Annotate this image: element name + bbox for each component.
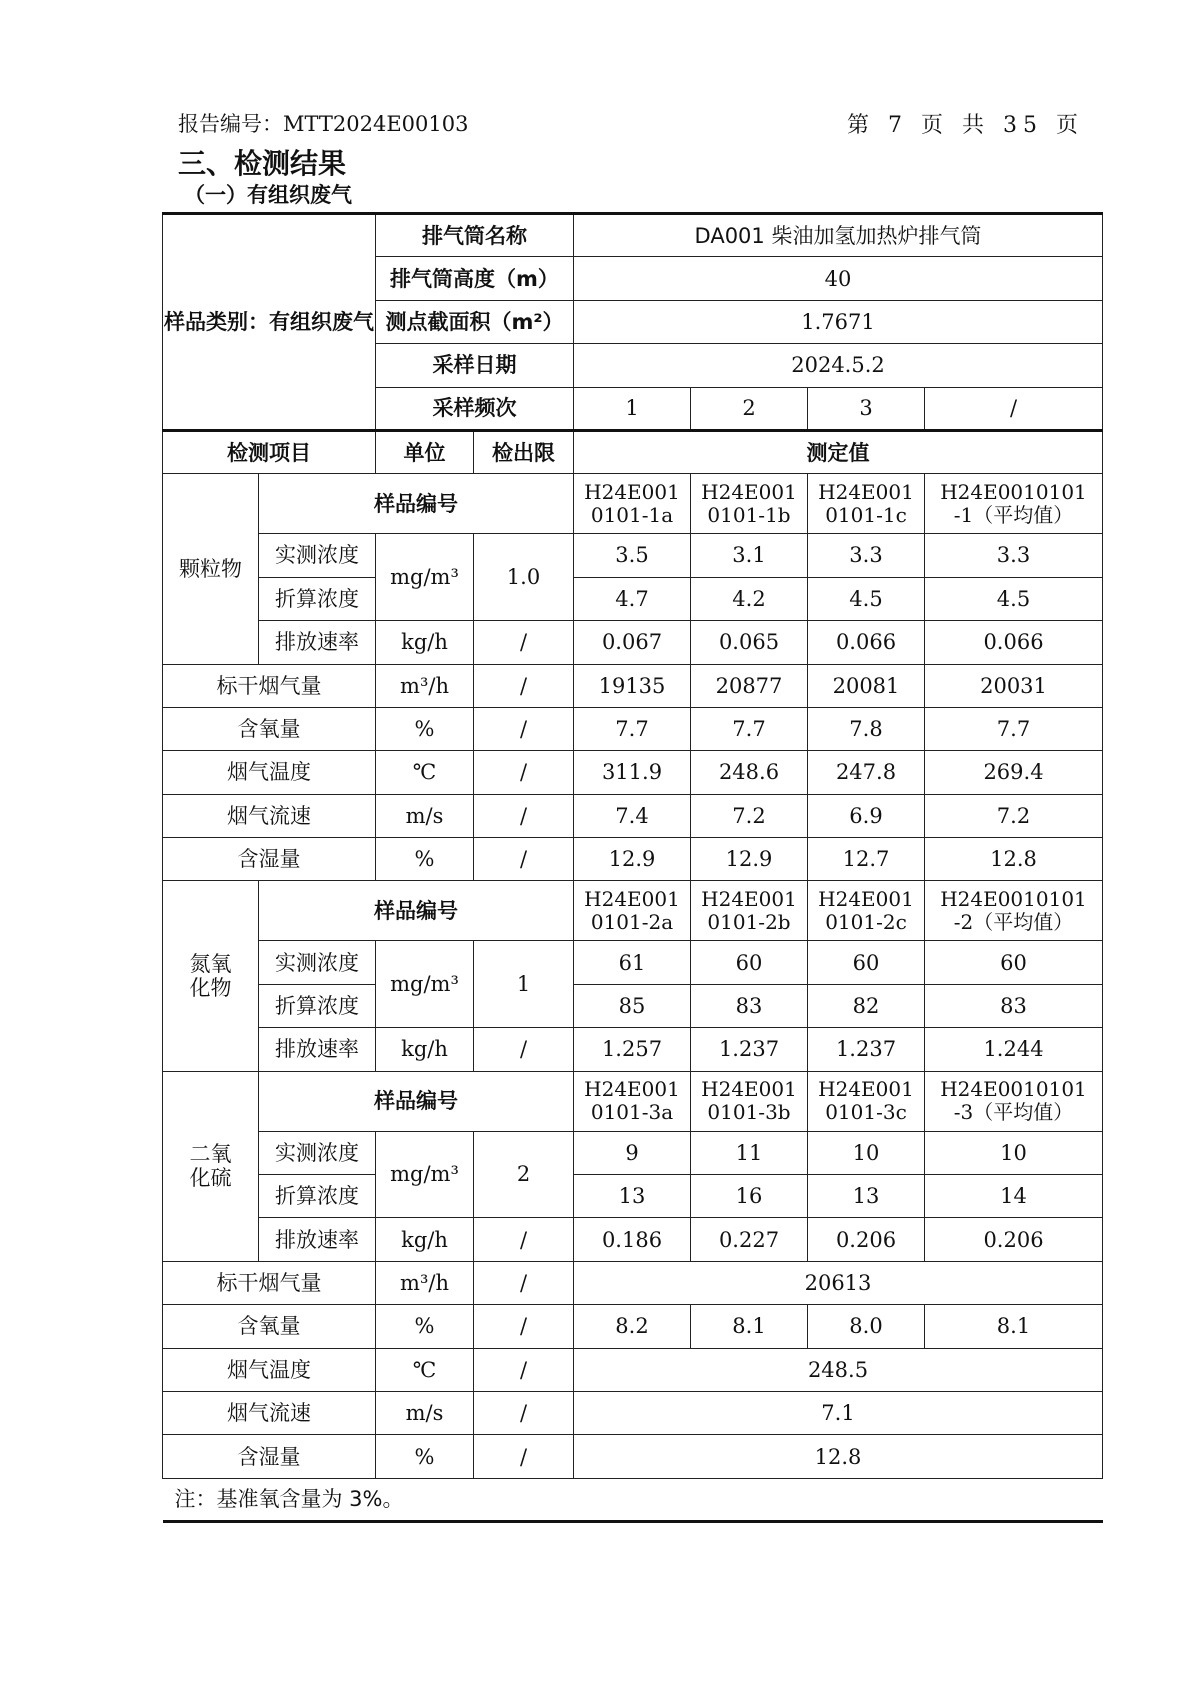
table-row <box>163 1391 1103 1434</box>
param-value: 12.8 <box>925 838 1103 881</box>
converted-value: 4.7 <box>574 577 691 620</box>
col-limit: 检出限 <box>474 430 574 473</box>
table-row <box>163 1175 1103 1218</box>
table-row <box>163 707 1103 750</box>
param-value: 20613 <box>574 1261 1103 1304</box>
section-title: 三、检测结果 <box>178 147 347 180</box>
converted-value: 82 <box>808 984 925 1027</box>
sample-id: H24E0010101 -3（平均值） <box>925 1071 1103 1131</box>
param-name: 含氧量 <box>163 707 376 750</box>
sampling-date: 2024.5.2 <box>574 344 1103 387</box>
stack-height: 40 <box>574 257 1103 300</box>
rate-label: 排放速率 <box>259 621 376 664</box>
conc-unit: mg/m³ <box>376 941 474 1028</box>
sample-id: H24E001 0101-3b <box>691 1071 808 1131</box>
param-value: 12.9 <box>574 838 691 881</box>
rate-value: 0.065 <box>691 621 808 664</box>
rate-value: 0.227 <box>691 1218 808 1261</box>
param-value: 19135 <box>574 664 691 707</box>
table-row <box>163 984 1103 1027</box>
rate-limit: / <box>474 1028 574 1071</box>
pollutant-name: 颗粒物 <box>163 474 259 664</box>
table-row <box>163 1478 1103 1521</box>
measured-value: 3.3 <box>925 534 1103 577</box>
rate-label: 排放速率 <box>259 1028 376 1071</box>
table-row <box>163 1028 1103 1071</box>
param-value: 6.9 <box>808 794 925 837</box>
measured-value: 3.5 <box>574 534 691 577</box>
param-value: 7.7 <box>925 707 1103 750</box>
measured-value: 60 <box>808 941 925 984</box>
date-label: 采样日期 <box>376 344 574 387</box>
rate-limit: / <box>474 621 574 664</box>
table-row <box>163 577 1103 620</box>
sample-id-label: 样品编号 <box>259 474 574 534</box>
param-name: 标干烟气量 <box>163 1261 376 1304</box>
param-unit: ℃ <box>376 751 474 794</box>
table-row <box>163 534 1103 577</box>
sample-id: H24E001 0101-2a <box>574 881 691 941</box>
converted-value: 4.2 <box>691 577 808 620</box>
stack-height-label: 排气筒高度（m） <box>376 257 574 300</box>
rate-value: 0.066 <box>925 621 1103 664</box>
param-value: 12.7 <box>808 838 925 881</box>
table-row <box>163 1218 1103 1261</box>
stack-name-label: 排气筒名称 <box>376 214 574 257</box>
param-value: 7.2 <box>925 794 1103 837</box>
table-row <box>163 664 1103 707</box>
table-row <box>163 881 1103 941</box>
conc-limit: 2 <box>474 1131 574 1218</box>
param-limit: / <box>474 838 574 881</box>
area: 1.7671 <box>574 300 1103 343</box>
converted-value: 83 <box>925 984 1103 1027</box>
param-name: 标干烟气量 <box>163 664 376 707</box>
rate-unit: kg/h <box>376 1028 474 1071</box>
param-limit: / <box>474 1305 574 1348</box>
param-limit: / <box>474 751 574 794</box>
table-row <box>163 474 1103 534</box>
param-name: 含湿量 <box>163 1435 376 1478</box>
param-limit: / <box>474 794 574 837</box>
param-value: 7.7 <box>691 707 808 750</box>
rate-value: 0.206 <box>808 1218 925 1261</box>
freq-value: 1 <box>574 387 691 430</box>
freq-value: 2 <box>691 387 808 430</box>
table-row <box>163 1305 1103 1348</box>
measured-label: 实测浓度 <box>259 534 376 577</box>
sample-id: H24E0010101 -1（平均值） <box>925 474 1103 534</box>
measured-label: 实测浓度 <box>259 1131 376 1174</box>
sample-id: H24E001 0101-3a <box>574 1071 691 1131</box>
col-value: 测定值 <box>574 430 1103 473</box>
sample-id-label: 样品编号 <box>259 1071 574 1131</box>
param-unit: % <box>376 838 474 881</box>
area-label: 测点截面积（m²） <box>376 300 574 343</box>
param-name: 烟气流速 <box>163 794 376 837</box>
param-name: 含氧量 <box>163 1305 376 1348</box>
freq-value: / <box>925 387 1103 430</box>
param-value: 247.8 <box>808 751 925 794</box>
param-value: 8.1 <box>691 1305 808 1348</box>
param-unit: m³/h <box>376 664 474 707</box>
param-limit: / <box>474 1391 574 1434</box>
measured-value: 11 <box>691 1131 808 1174</box>
rate-value: 1.244 <box>925 1028 1103 1071</box>
param-limit: / <box>474 1348 574 1391</box>
rate-value: 1.237 <box>808 1028 925 1071</box>
param-value: 20081 <box>808 664 925 707</box>
param-value: 7.8 <box>808 707 925 750</box>
rate-unit: kg/h <box>376 621 474 664</box>
sample-id: H24E001 0101-2b <box>691 881 808 941</box>
measured-value: 61 <box>574 941 691 984</box>
converted-value: 4.5 <box>925 577 1103 620</box>
converted-value: 16 <box>691 1175 808 1218</box>
param-unit: ℃ <box>376 1348 474 1391</box>
sample-id: H24E001 0101-1a <box>574 474 691 534</box>
converted-label: 折算浓度 <box>259 1175 376 1218</box>
param-value: 12.9 <box>691 838 808 881</box>
footnote: 注：基准氧含量为 3%。 <box>163 1478 1103 1521</box>
param-name: 烟气温度 <box>163 751 376 794</box>
param-value: 7.7 <box>574 707 691 750</box>
param-value: 8.0 <box>808 1305 925 1348</box>
param-limit: / <box>474 707 574 750</box>
param-value: 311.9 <box>574 751 691 794</box>
converted-value: 13 <box>574 1175 691 1218</box>
rate-label: 排放速率 <box>259 1218 376 1261</box>
page-indicator: 第 7 页 共 35 页 <box>847 113 1084 138</box>
table-row <box>163 1348 1103 1391</box>
sample-id: H24E001 0101-1b <box>691 474 808 534</box>
measured-value: 60 <box>691 941 808 984</box>
measured-value: 3.3 <box>808 534 925 577</box>
table-row <box>163 1435 1103 1478</box>
table-row <box>163 838 1103 881</box>
param-value: 8.2 <box>574 1305 691 1348</box>
sample-id: H24E0010101 -2（平均值） <box>925 881 1103 941</box>
converted-label: 折算浓度 <box>259 577 376 620</box>
param-value: 8.1 <box>925 1305 1103 1348</box>
rate-value: 0.206 <box>925 1218 1103 1261</box>
sample-category: 样品类别：有组织废气 <box>163 214 376 431</box>
converted-label: 折算浓度 <box>259 984 376 1027</box>
param-value: 248.5 <box>574 1348 1103 1391</box>
report-number: 报告编号：MTT2024E00103 <box>178 112 469 136</box>
converted-value: 85 <box>574 984 691 1027</box>
param-unit: % <box>376 1305 474 1348</box>
param-value: 7.4 <box>574 794 691 837</box>
measured-value: 10 <box>925 1131 1103 1174</box>
table-row <box>163 941 1103 984</box>
table-row <box>163 621 1103 664</box>
table-row <box>163 214 1103 257</box>
param-name: 烟气温度 <box>163 1348 376 1391</box>
conc-unit: mg/m³ <box>376 534 474 621</box>
param-value: 7.1 <box>574 1391 1103 1434</box>
table-row <box>163 794 1103 837</box>
measured-value: 3.1 <box>691 534 808 577</box>
param-value: 248.6 <box>691 751 808 794</box>
table-row <box>163 1131 1103 1174</box>
table-row <box>163 751 1103 794</box>
param-unit: % <box>376 1435 474 1478</box>
rate-value: 1.257 <box>574 1028 691 1071</box>
table-row <box>163 1261 1103 1304</box>
param-value: 20031 <box>925 664 1103 707</box>
param-unit: % <box>376 707 474 750</box>
sample-id-label: 样品编号 <box>259 881 574 941</box>
param-value: 269.4 <box>925 751 1103 794</box>
results-table <box>162 212 1103 1523</box>
conc-limit: 1.0 <box>474 534 574 621</box>
subsection-title: （一）有组织废气 <box>184 183 352 207</box>
rate-limit: / <box>474 1218 574 1261</box>
measured-label: 实测浓度 <box>259 941 376 984</box>
converted-value: 14 <box>925 1175 1103 1218</box>
freq-label: 采样频次 <box>376 387 574 430</box>
sample-id: H24E001 0101-3c <box>808 1071 925 1131</box>
conc-unit: mg/m³ <box>376 1131 474 1218</box>
param-limit: / <box>474 1261 574 1304</box>
measured-value: 60 <box>925 941 1103 984</box>
table-row <box>163 430 1103 473</box>
freq-value: 3 <box>808 387 925 430</box>
table-row <box>163 1071 1103 1131</box>
param-limit: / <box>474 664 574 707</box>
rate-value: 1.237 <box>691 1028 808 1071</box>
param-unit: m/s <box>376 1391 474 1434</box>
param-value: 20877 <box>691 664 808 707</box>
param-value: 7.2 <box>691 794 808 837</box>
pollutant-name: 二氧 化硫 <box>163 1071 259 1261</box>
rate-value: 0.186 <box>574 1218 691 1261</box>
converted-value: 4.5 <box>808 577 925 620</box>
rate-value: 0.066 <box>808 621 925 664</box>
converted-value: 83 <box>691 984 808 1027</box>
conc-limit: 1 <box>474 941 574 1028</box>
param-name: 含湿量 <box>163 838 376 881</box>
param-unit: m³/h <box>376 1261 474 1304</box>
converted-value: 13 <box>808 1175 925 1218</box>
pollutant-name: 氮氧 化物 <box>163 881 259 1071</box>
measured-value: 10 <box>808 1131 925 1174</box>
param-name: 烟气流速 <box>163 1391 376 1434</box>
sample-id: H24E001 0101-2c <box>808 881 925 941</box>
param-limit: / <box>474 1435 574 1478</box>
param-unit: m/s <box>376 794 474 837</box>
col-item: 检测项目 <box>163 430 376 473</box>
sample-id: H24E001 0101-1c <box>808 474 925 534</box>
col-unit: 单位 <box>376 430 474 473</box>
rate-unit: kg/h <box>376 1218 474 1261</box>
rate-value: 0.067 <box>574 621 691 664</box>
measured-value: 9 <box>574 1131 691 1174</box>
stack-name: DA001 柴油加氢加热炉排气筒 <box>574 214 1103 257</box>
param-value: 12.8 <box>574 1435 1103 1478</box>
